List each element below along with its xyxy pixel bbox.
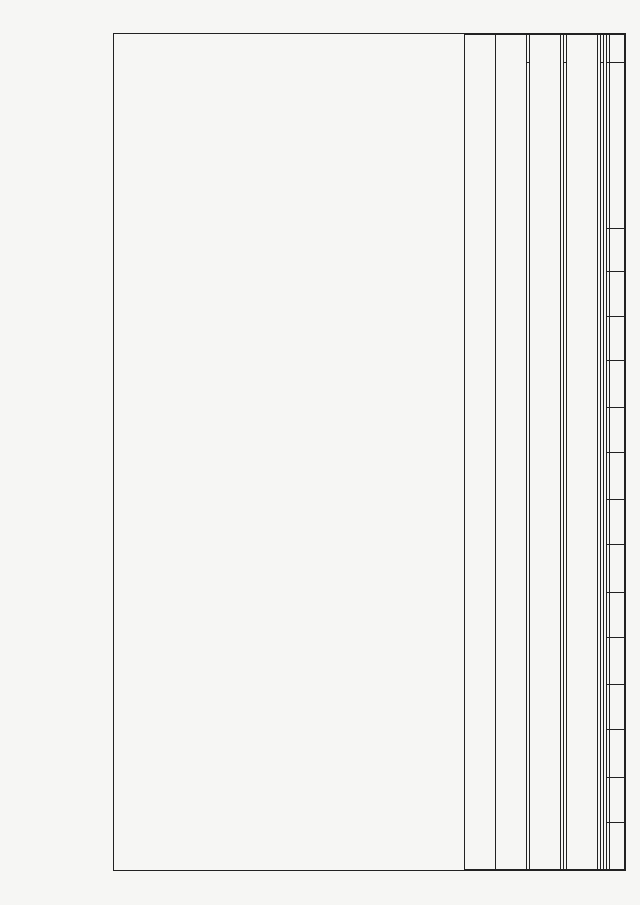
subprogram-row bbox=[564, 35, 567, 870]
subprogram-row bbox=[527, 35, 530, 870]
task-row bbox=[465, 35, 496, 870]
task-row bbox=[604, 35, 607, 870]
document-sheet bbox=[113, 33, 626, 871]
column-number-header bbox=[610, 63, 625, 229]
row-number-cell bbox=[607, 35, 610, 63]
subprogram-4-title bbox=[601, 63, 604, 870]
goal-row bbox=[496, 35, 527, 870]
column-number-header bbox=[610, 316, 625, 360]
row-number-cell bbox=[601, 35, 604, 63]
column-number-header bbox=[610, 637, 625, 684]
task-3-3-text bbox=[604, 35, 607, 870]
goal-4-text bbox=[598, 35, 601, 870]
column-number-header bbox=[610, 500, 625, 545]
goal-row bbox=[598, 35, 601, 870]
task-5-1-text bbox=[530, 35, 561, 870]
column-number-header bbox=[610, 35, 625, 63]
column-number-header bbox=[610, 271, 625, 316]
task-6-1-text bbox=[465, 35, 496, 870]
table-row bbox=[607, 35, 610, 870]
column-number-header bbox=[610, 229, 625, 272]
task-row bbox=[567, 35, 598, 870]
column-number-header bbox=[610, 408, 625, 453]
row-number-cell bbox=[527, 35, 530, 63]
goal-5-text bbox=[561, 35, 564, 870]
task-4-1-text bbox=[567, 35, 598, 870]
column-number-header bbox=[610, 822, 625, 869]
subprogram-5-title bbox=[564, 63, 567, 870]
goal-row bbox=[561, 35, 564, 870]
column-number-header bbox=[610, 685, 625, 730]
column-number-header bbox=[610, 453, 625, 500]
rotated-table-wrapper bbox=[114, 34, 625, 870]
indicator-table bbox=[464, 34, 625, 870]
column-number-header bbox=[610, 545, 625, 592]
column-number-header bbox=[610, 730, 625, 777]
row-number-cell bbox=[564, 35, 567, 63]
column-number-header bbox=[610, 777, 625, 822]
subprogram-row bbox=[601, 35, 604, 870]
column-number-header bbox=[610, 360, 625, 407]
column-number-header bbox=[610, 592, 625, 637]
subprogram-6-title bbox=[527, 63, 530, 870]
task-row bbox=[530, 35, 561, 870]
column-number-row bbox=[610, 35, 625, 870]
goal-6-text bbox=[496, 35, 527, 870]
row-name-cell bbox=[607, 63, 610, 229]
